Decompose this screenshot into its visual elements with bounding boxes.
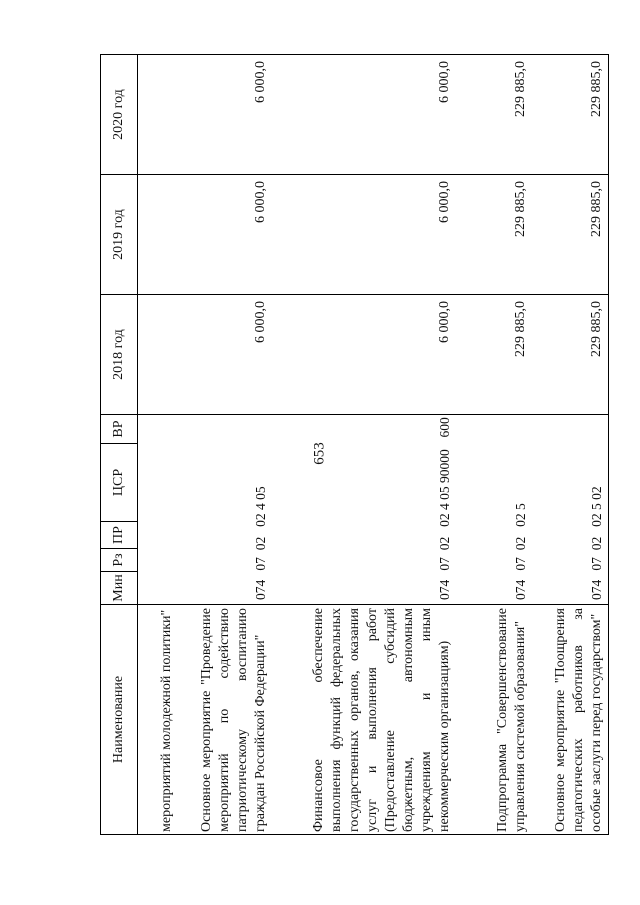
table-row (456, 55, 532, 835)
header-csr: ЦСР (101, 443, 137, 521)
header-2018: 2018 год (101, 295, 138, 415)
row-2019: 6 000,0 (178, 175, 272, 295)
table-row (272, 55, 456, 835)
row-csr: 02 5 (513, 503, 528, 527)
row-pr: 02 (589, 536, 604, 551)
table-row (178, 55, 272, 835)
row-rz: 07 (437, 557, 452, 571)
row-min: 074 (589, 579, 604, 600)
row-name: Финансовое обеспечение выполнения функций федеральных государственных органов, оказания услуг и выполнения работ (Предоставление субсидий бюджетным, автономным учреждениям и иным некоммерческим организациям) (272, 605, 456, 835)
row-codes (456, 415, 532, 605)
row-codes (178, 415, 272, 605)
row-csr: 02 4 05 90000 (437, 449, 452, 527)
header-2019: 2019 год (101, 175, 138, 295)
row-codes (138, 415, 179, 605)
row-2019: 229 885,0 (532, 175, 609, 295)
budget-table (100, 54, 609, 835)
row-pr: 02 (437, 536, 452, 551)
row-rz: 07 (589, 557, 604, 571)
row-csr: 02 4 05 (253, 486, 268, 527)
row-vr: 600 (437, 417, 452, 438)
row-pr: 02 (513, 536, 528, 551)
row-name: Основное мероприятие "Проведение мероприятий по содействию патриотическому воспитанию граждан Российской Федерации" (178, 605, 272, 835)
header-name: Наименование (101, 605, 138, 835)
row-2018: 6 000,0 (178, 295, 272, 415)
row-min: 074 (437, 579, 452, 600)
header-vr: ВР (111, 420, 126, 438)
row-2020 (138, 55, 179, 175)
table-row (532, 55, 609, 835)
header-rz: Рз (101, 548, 137, 571)
row-2019: 229 885,0 (456, 175, 532, 295)
row-csr: 02 5 02 (589, 486, 604, 527)
row-2018: 229 885,0 (532, 295, 609, 415)
header-pr: ПР (101, 521, 137, 548)
row-rz: 07 (253, 557, 268, 571)
row-pr: 02 (253, 536, 268, 551)
row-2018: 229 885,0 (456, 295, 532, 415)
table-header-row (101, 55, 138, 835)
row-2020: 6 000,0 (272, 55, 456, 175)
page-number: 653 (311, 442, 328, 465)
row-codes (532, 415, 609, 605)
row-2019 (138, 175, 179, 295)
row-min: 074 (513, 579, 528, 600)
row-2020: 229 885,0 (532, 55, 609, 175)
header-min: Мин (101, 571, 137, 604)
table-row (138, 55, 179, 835)
row-2018: 6 000,0 (272, 295, 456, 415)
row-2019: 6 000,0 (272, 175, 456, 295)
row-min: 074 (253, 579, 268, 600)
row-codes (272, 415, 456, 605)
row-2018 (138, 295, 179, 415)
row-rz: 07 (513, 557, 528, 571)
header-2020: 2020 год (101, 55, 138, 175)
row-name: мероприятий молодежной политики" (138, 605, 179, 835)
row-name: Основное мероприятие "Поощрения педагогических работников за особые заслуги перед государством" (532, 605, 609, 835)
row-name: Подпрограмма "Совершенствование управления системой образования" (456, 605, 532, 835)
budget-table-rotated (100, 55, 620, 835)
header-codes (101, 415, 138, 605)
row-2020: 229 885,0 (456, 55, 532, 175)
row-2020: 6 000,0 (178, 55, 272, 175)
